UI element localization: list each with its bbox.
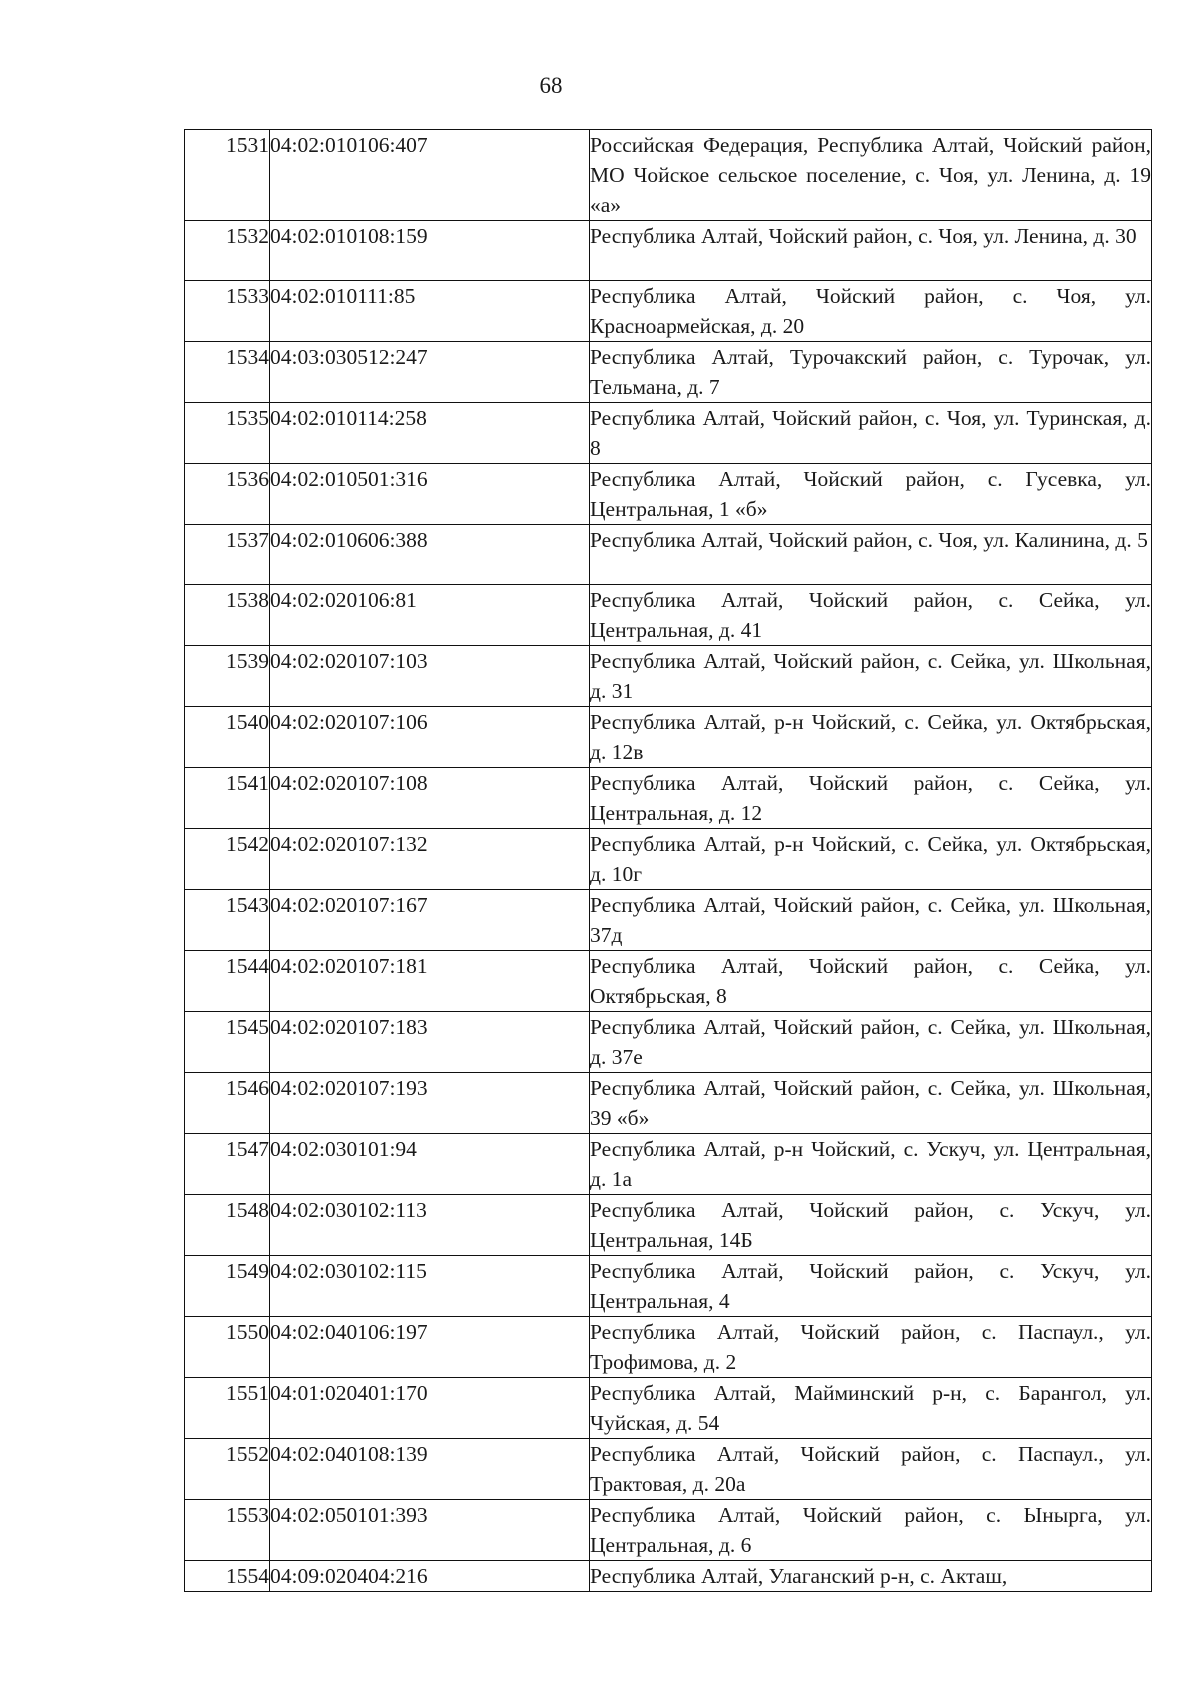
cadastral-number: 04:02:020107:193 bbox=[270, 1073, 590, 1134]
cadastral-number: 04:02:020107:167 bbox=[270, 890, 590, 951]
cadastral-number: 04:02:020107:132 bbox=[270, 829, 590, 890]
row-number: 1553 bbox=[185, 1500, 270, 1561]
table-row bbox=[185, 890, 1152, 951]
registry-table-body bbox=[185, 130, 1152, 1592]
row-number: 1535 bbox=[185, 403, 270, 464]
row-number: 1531 bbox=[185, 130, 270, 221]
table-row bbox=[185, 707, 1152, 768]
row-number: 1544 bbox=[185, 951, 270, 1012]
cadastral-number: 04:02:020107:181 bbox=[270, 951, 590, 1012]
table-row bbox=[185, 1439, 1152, 1500]
address: Республика Алтай, Чойский район, с. Чоя, ул. Туринская, д. 8 bbox=[590, 403, 1152, 464]
row-number: 1545 bbox=[185, 1012, 270, 1073]
row-number: 1534 bbox=[185, 342, 270, 403]
table-row bbox=[185, 464, 1152, 525]
address: Республика Алтай, Чойский район, с. Сейка, ул. Школьная, 37д bbox=[590, 890, 1152, 951]
address: Республика Алтай, Улаганский р-н, с. Акташ, bbox=[590, 1561, 1152, 1592]
table-row bbox=[185, 829, 1152, 890]
table-row bbox=[185, 646, 1152, 707]
cadastral-number: 04:09:020404:216 bbox=[270, 1561, 590, 1592]
row-number: 1548 bbox=[185, 1195, 270, 1256]
table-row bbox=[185, 1073, 1152, 1134]
row-number: 1533 bbox=[185, 281, 270, 342]
row-number: 1532 bbox=[185, 221, 270, 281]
table-row bbox=[185, 130, 1152, 221]
table-row bbox=[185, 585, 1152, 646]
cadastral-number: 04:02:010501:316 bbox=[270, 464, 590, 525]
row-number: 1542 bbox=[185, 829, 270, 890]
row-number: 1536 bbox=[185, 464, 270, 525]
cadastral-number: 04:02:020107:108 bbox=[270, 768, 590, 829]
row-number: 1549 bbox=[185, 1256, 270, 1317]
cadastral-number: 04:02:010106:407 bbox=[270, 130, 590, 221]
cadastral-number: 04:02:040108:139 bbox=[270, 1439, 590, 1500]
address: Республика Алтай, Чойский район, с. Сейка, ул. Школьная, д. 31 bbox=[590, 646, 1152, 707]
page-number bbox=[0, 72, 1200, 100]
address: Республика Алтай, Чойский район, с. Гусевка, ул. Центральная, 1 «б» bbox=[590, 464, 1152, 525]
cadastral-number: 04:02:030102:115 bbox=[270, 1256, 590, 1317]
address: Республика Алтай, Чойский район, с. Сейка, ул. Центральная, д. 41 bbox=[590, 585, 1152, 646]
address: Республика Алтай, р-н Чойский, с. Ускуч, ул. Центральная, д. 1а bbox=[590, 1134, 1152, 1195]
address: Республика Алтай, Чойский район, с. Сейка, ул. Октябрьская, 8 bbox=[590, 951, 1152, 1012]
table-row bbox=[185, 1378, 1152, 1439]
address: Республика Алтай, р-н Чойский, с. Сейка, ул. Октябрьская, д. 10г bbox=[590, 829, 1152, 890]
address: Республика Алтай, Чойский район, с. Сейка, ул. Центральная, д. 12 bbox=[590, 768, 1152, 829]
cadastral-number: 04:02:010108:159 bbox=[270, 221, 590, 281]
cadastral-number: 04:02:020107:106 bbox=[270, 707, 590, 768]
address: Республика Алтай, Чойский район, с. Сейка, ул. Школьная, 39 «б» bbox=[590, 1073, 1152, 1134]
registry-table bbox=[184, 129, 1152, 1592]
address: Республика Алтай, Майминский р-н, с. Барангол, ул. Чуйская, д. 54 bbox=[590, 1378, 1152, 1439]
address: Республика Алтай, Чойский район, с. Сейка, ул. Школьная, д. 37е bbox=[590, 1012, 1152, 1073]
row-number: 1538 bbox=[185, 585, 270, 646]
table-row bbox=[185, 1134, 1152, 1195]
address: Республика Алтай, Чойский район, с. Ускуч, ул. Центральная, 14Б bbox=[590, 1195, 1152, 1256]
cadastral-number: 04:02:020106:81 bbox=[270, 585, 590, 646]
cadastral-number: 04:02:010114:258 bbox=[270, 403, 590, 464]
row-number: 1547 bbox=[185, 1134, 270, 1195]
cadastral-number: 04:03:030512:247 bbox=[270, 342, 590, 403]
table-row bbox=[185, 342, 1152, 403]
address: Республика Алтай, Чойский район, с. Паспаул., ул. Трактовая, д. 20а bbox=[590, 1439, 1152, 1500]
table-row bbox=[185, 525, 1152, 585]
table-row bbox=[185, 1317, 1152, 1378]
page-number-text: 68 bbox=[539, 73, 563, 98]
address: Республика Алтай, Турочакский район, с. Турочак, ул. Тельмана, д. 7 bbox=[590, 342, 1152, 403]
table-row bbox=[185, 281, 1152, 342]
table-row bbox=[185, 768, 1152, 829]
address: Республика Алтай, Чойский район, с. Чоя, ул. Ленина, д. 30 bbox=[590, 221, 1152, 281]
cadastral-number: 04:02:030102:113 bbox=[270, 1195, 590, 1256]
cadastral-number: 04:02:020107:103 bbox=[270, 646, 590, 707]
table-row bbox=[185, 403, 1152, 464]
table-row bbox=[185, 1561, 1152, 1592]
row-number: 1550 bbox=[185, 1317, 270, 1378]
cadastral-number: 04:02:010111:85 bbox=[270, 281, 590, 342]
table-row bbox=[185, 1012, 1152, 1073]
row-number: 1537 bbox=[185, 525, 270, 585]
cadastral-number: 04:02:020107:183 bbox=[270, 1012, 590, 1073]
row-number: 1552 bbox=[185, 1439, 270, 1500]
address: Республика Алтай, Чойский район, с. Чоя, ул. Красноармейская, д. 20 bbox=[590, 281, 1152, 342]
table-row bbox=[185, 1195, 1152, 1256]
address: Российская Федерация, Республика Алтай, Чойский район, МО Чойское сельское поселение, с. Чоя, ул. Ленина, д. 19 «а» bbox=[590, 130, 1152, 221]
row-number: 1543 bbox=[185, 890, 270, 951]
address: Республика Алтай, р-н Чойский, с. Сейка, ул. Октябрьская, д. 12в bbox=[590, 707, 1152, 768]
row-number: 1540 bbox=[185, 707, 270, 768]
address: Республика Алтай, Чойский район, с. Чоя, ул. Калинина, д. 5 bbox=[590, 525, 1152, 585]
row-number: 1546 bbox=[185, 1073, 270, 1134]
cadastral-number: 04:02:010606:388 bbox=[270, 525, 590, 585]
row-number: 1554 bbox=[185, 1561, 270, 1592]
cadastral-number: 04:02:040106:197 bbox=[270, 1317, 590, 1378]
row-number: 1541 bbox=[185, 768, 270, 829]
cadastral-number: 04:01:020401:170 bbox=[270, 1378, 590, 1439]
table-row bbox=[185, 951, 1152, 1012]
address: Республика Алтай, Чойский район, с. Ынырга, ул. Центральная, д. 6 bbox=[590, 1500, 1152, 1561]
table-row bbox=[185, 1500, 1152, 1561]
address: Республика Алтай, Чойский район, с. Паспаул., ул. Трофимова, д. 2 bbox=[590, 1317, 1152, 1378]
table-row bbox=[185, 221, 1152, 281]
cadastral-number: 04:02:050101:393 bbox=[270, 1500, 590, 1561]
table-row bbox=[185, 1256, 1152, 1317]
row-number: 1539 bbox=[185, 646, 270, 707]
cadastral-number: 04:02:030101:94 bbox=[270, 1134, 590, 1195]
row-number: 1551 bbox=[185, 1378, 270, 1439]
address: Республика Алтай, Чойский район, с. Ускуч, ул. Центральная, 4 bbox=[590, 1256, 1152, 1317]
